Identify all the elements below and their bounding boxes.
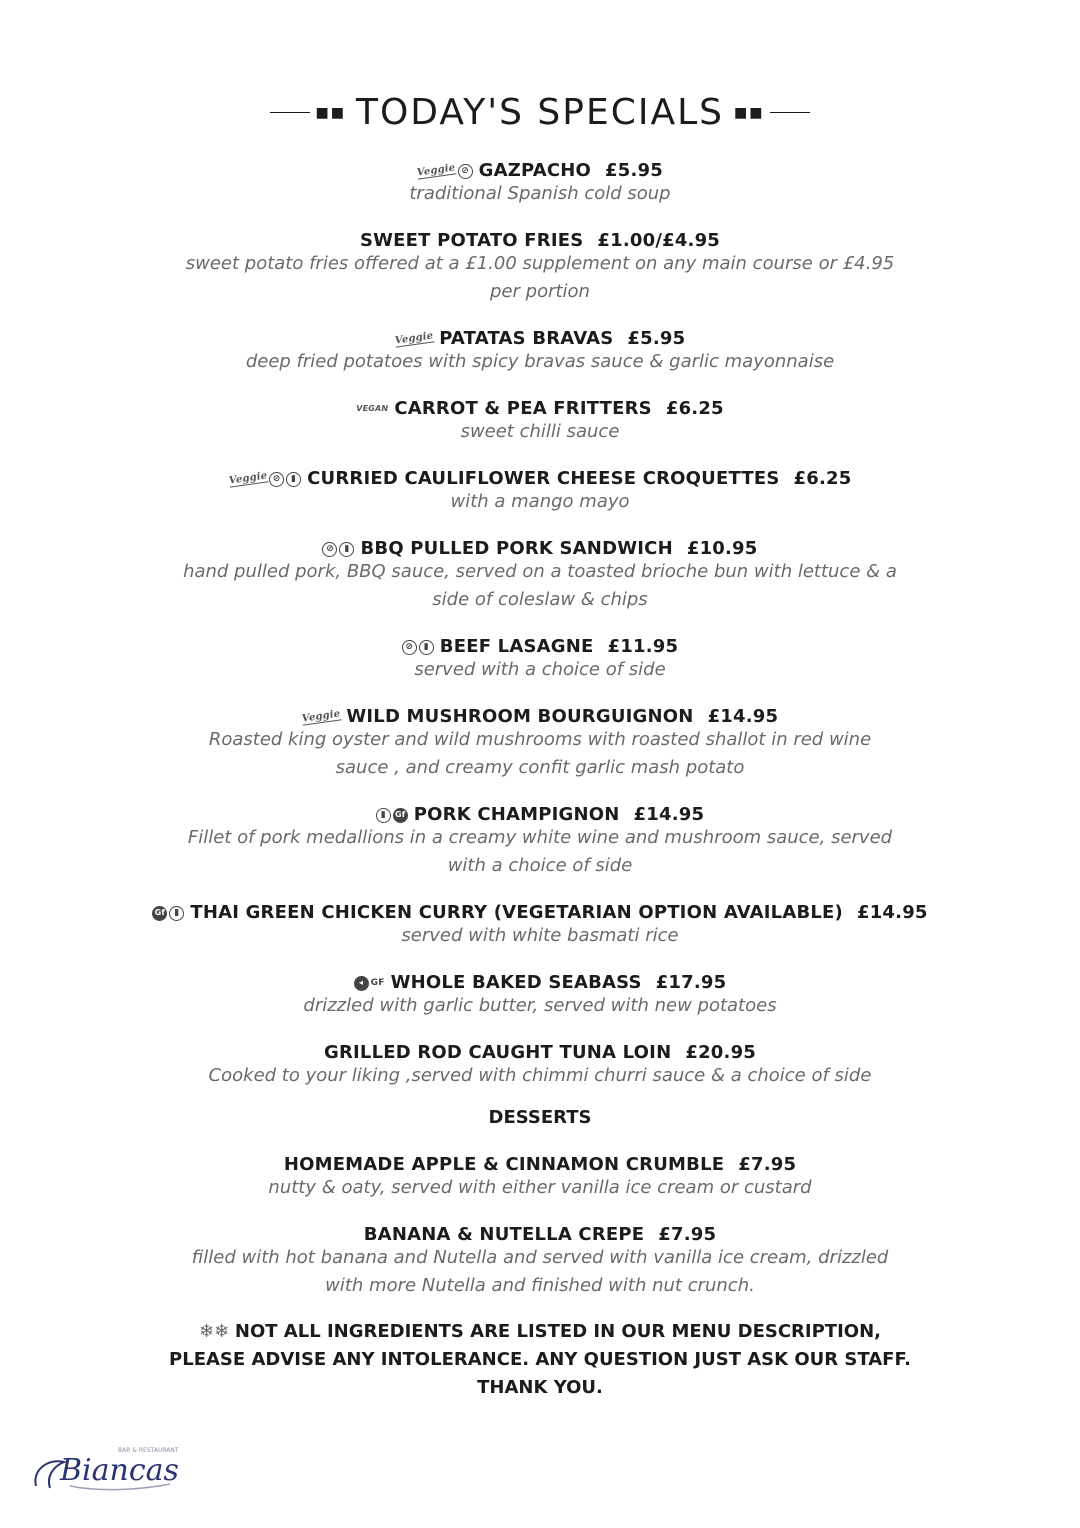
menu-item-name: WILD MUSHROOM BOURGUIGNON [346, 706, 694, 727]
menu-item-name: BANANA & NUTELLA CREPE [363, 1224, 645, 1245]
menu-item [0, 1034, 1080, 1090]
gluten-free-icon: ⊘ [269, 472, 284, 487]
menu-item-price: £5.95 [605, 160, 663, 181]
menu-item-name: THAI GREEN CHICKEN CURRY (VEGETARIAN OPTION AVAILABLE) [190, 902, 843, 923]
logo-tagline: BAR & RESTAURANT [118, 1447, 179, 1454]
dietary-icons [416, 161, 473, 179]
menu-item-price: £10.95 [686, 538, 758, 559]
dietary-icons [356, 390, 388, 428]
menu-item-price: £1.00/£4.95 [597, 230, 721, 251]
dietary-icons [322, 542, 354, 557]
gluten-free-icon: ⊘ [458, 164, 473, 179]
vegan-icon: VEGAN [356, 404, 389, 413]
menu-item-description: filled with hot banana and Nutella and served with vanilla ice cream, drizzled with more Nutella and finished with nut crunch. [191, 1247, 889, 1296]
menu-item-price: £14.95 [707, 706, 779, 727]
veggie-icon: Veggie [416, 161, 457, 179]
menu-item-description: drizzled with garlic butter, served with new potatoes [303, 995, 777, 1016]
menu-item-description: Cooked to your liking ,served with chimmi churri sauce & a choice of side [208, 1065, 872, 1086]
divider-right [770, 112, 810, 113]
menu-item-name: SWEET POTATO FRIES [359, 230, 584, 251]
menu-item [0, 628, 1080, 684]
menu-item [0, 320, 1080, 376]
menu-item-description: with a mango mayo [450, 491, 630, 512]
menu-item [0, 698, 1080, 782]
dietary-icons [301, 707, 341, 725]
menu-item-price: £11.95 [607, 636, 679, 657]
menu-item-description: Fillet of pork medallions in a creamy white wine and mushroom sauce, served with a choice of side [187, 827, 893, 876]
menu-item-name: HOMEMADE APPLE & CINNAMON CRUMBLE [283, 1154, 725, 1175]
biancas-logo [30, 1440, 180, 1500]
menu-item-description: nutty & oaty, served with either vanilla ice cream or custard [268, 1177, 812, 1198]
menu-item-price: £7.95 [738, 1154, 797, 1175]
menu-item-name: GAZPACHO [478, 160, 592, 181]
allergy-note-text: NOT ALL INGREDIENTS ARE LISTED IN OUR MENU DESCRIPTION, PLEASE ADVISE ANY INTOLERANCE. ANY QUESTION JUST ASK OUR STAFF. THANK YOU. [169, 1321, 911, 1398]
veggie-icon: Veggie [227, 469, 268, 487]
menu-item-name: WHOLE BAKED SEABASS [390, 972, 642, 993]
divider-left [270, 112, 310, 113]
dairy-icon: ▮ [376, 808, 391, 823]
veggie-icon: Veggie [393, 329, 434, 347]
menu-item [0, 796, 1080, 880]
menu-item-name: CARROT & PEA FRITTERS [394, 398, 652, 419]
dietary-icons [152, 906, 184, 921]
dietary-icons [393, 329, 434, 347]
menu-item-name: GRILLED ROD CAUGHT TUNA LOIN [323, 1042, 672, 1063]
menu-item [0, 390, 1080, 446]
menu-item [0, 222, 1080, 306]
menu-item-description: deep fried potatoes with spicy bravas sauce & garlic mayonnaise [245, 351, 835, 372]
menu-item [0, 964, 1080, 1020]
desserts-heading: DESSERTS [488, 1107, 592, 1128]
menu-item [0, 530, 1080, 614]
gluten-free-icon: ⊘ [322, 542, 337, 557]
menu-item-price: £20.95 [685, 1042, 757, 1063]
menu-item-name: CURRIED CAULIFLOWER CHEESE CROQUETTES [307, 468, 780, 489]
menu-item-price: £5.95 [627, 328, 686, 349]
gf-text-icon: GF [370, 978, 385, 988]
menu-item-name: PATATAS BRAVAS [439, 328, 614, 349]
menu-item-price: £6.25 [665, 398, 724, 419]
menu-item-name: PORK CHAMPIGNON [413, 804, 620, 825]
menu-title [0, 92, 1080, 133]
snowflake-icon: ❄❄ [199, 1321, 235, 1342]
menu-item-description: served with white basmati rice [401, 925, 679, 946]
menu-item-price: £17.95 [655, 972, 727, 993]
dietary-icons [402, 640, 434, 655]
dietary-icons [376, 808, 408, 823]
menu-item [0, 460, 1080, 516]
page-title: TODAY'S SPECIALS [355, 92, 725, 133]
menu-item-name: BEEF LASAGNE [439, 636, 594, 657]
allergy-note [160, 1318, 920, 1402]
menu-item-price: £14.95 [856, 902, 928, 923]
menu-item [0, 1216, 1080, 1300]
menu-item [0, 1146, 1080, 1202]
bullet-icon: ■■ [734, 104, 765, 121]
gluten-free-icon: ⊘ [402, 640, 417, 655]
dietary-icons [227, 469, 302, 487]
logo-name: Biancas [60, 1453, 179, 1488]
veggie-icon: Veggie [301, 707, 341, 725]
fish-icon: ◂ [354, 976, 369, 991]
menu-item [0, 152, 1080, 208]
menu-item-description: Roasted king oyster and wild mushrooms with roasted shallot in red wine sauce , and creamy confit garlic mash potato [208, 729, 872, 778]
dairy-icon: ▮ [419, 640, 434, 655]
menu-item-description: sweet potato fries offered at a £1.00 supplement on any main course or £4.95 per portion [185, 253, 895, 302]
dairy-icon: ▮ [286, 472, 301, 487]
gf-badge-icon: Gf [152, 906, 167, 921]
menu-item-description: hand pulled pork, BBQ sauce, served on a toasted brioche bun with lettuce & a side of coleslaw & chips [183, 561, 897, 610]
menu-item-name: BBQ PULLED PORK SANDWICH [360, 538, 673, 559]
dairy-icon: ▮ [339, 542, 354, 557]
menu-list [0, 152, 1080, 1402]
gf-badge-icon: Gf [393, 808, 408, 823]
bullet-icon: ■■ [315, 104, 346, 121]
menu-item-price: £6.25 [793, 468, 852, 489]
menu-item-description: traditional Spanish cold soup [409, 183, 671, 204]
menu-item-description: served with a choice of side [414, 659, 666, 680]
menu-item-price: £7.95 [658, 1224, 717, 1245]
menu-item [0, 894, 1080, 950]
dairy-icon: ▮ [169, 906, 184, 921]
menu-item-price: £14.95 [633, 804, 705, 825]
menu-item-description: sweet chilli sauce [460, 421, 620, 442]
